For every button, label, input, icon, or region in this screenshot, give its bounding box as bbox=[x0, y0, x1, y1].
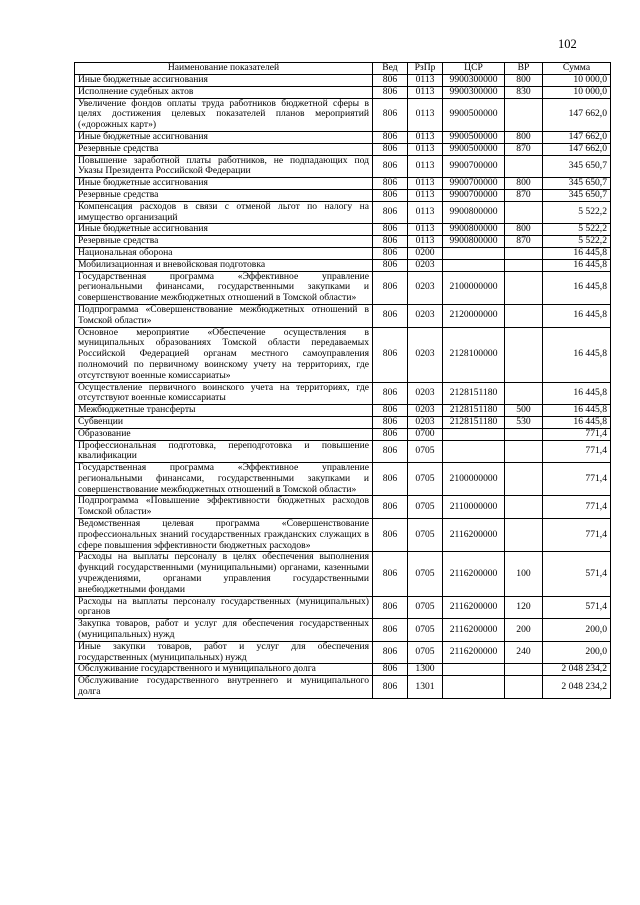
table-row bbox=[75, 98, 611, 131]
cell-rzpr: 0113 bbox=[408, 155, 443, 178]
cell-sum: 571,4 bbox=[543, 596, 611, 619]
cell-ved: 806 bbox=[373, 178, 408, 190]
cell-vr bbox=[505, 247, 543, 259]
cell-name: Осуществление первичного воинского учета на территориях, где отсутствуют военные комиссариаты bbox=[75, 382, 373, 405]
table-row bbox=[75, 619, 611, 642]
cell-vr bbox=[505, 271, 543, 304]
cell-csr: 2128151180 bbox=[443, 416, 505, 428]
cell-csr bbox=[443, 440, 505, 463]
cell-ved: 806 bbox=[373, 496, 408, 519]
cell-csr: 9900500000 bbox=[443, 131, 505, 143]
cell-sum: 5 522,2 bbox=[543, 236, 611, 248]
cell-csr: 9900800000 bbox=[443, 236, 505, 248]
cell-csr: 9900300000 bbox=[443, 75, 505, 87]
cell-csr: 2128151180 bbox=[443, 382, 505, 405]
cell-sum: 345 650,7 bbox=[543, 189, 611, 201]
cell-csr bbox=[443, 664, 505, 676]
cell-name: Ведомственная целевая программа «Совершенствование профессиональных знаний государственных гражданских служащих в сфере повышения эффективности бюджетных расходов» bbox=[75, 519, 373, 552]
cell-csr: 9900700000 bbox=[443, 155, 505, 178]
table-row bbox=[75, 676, 611, 699]
cell-name: Основное мероприятие «Обеспечение осуществления в муниципальных образованиях Томской области передаваемых Российской Федерацией органам местного самоуправления полномочий по первичному воинскому учету на территориях, где отсутствуют военные комиссариаты» bbox=[75, 327, 373, 382]
cell-sum: 16 445,8 bbox=[543, 259, 611, 271]
cell-ved: 806 bbox=[373, 75, 408, 87]
cell-name: Компенсация расходов в связи с отменой льгот по налогу на имущество организаций bbox=[75, 201, 373, 224]
cell-name: Государственная программа «Эффективное управление региональными финансами, государственными закупками и совершенствование межбюджетных отношений в Томской области» bbox=[75, 463, 373, 496]
cell-rzpr: 0113 bbox=[408, 224, 443, 236]
cell-vr bbox=[505, 664, 543, 676]
cell-rzpr: 0705 bbox=[408, 641, 443, 664]
table-row bbox=[75, 552, 611, 596]
cell-name: Резервные средства bbox=[75, 143, 373, 155]
cell-rzpr: 0113 bbox=[408, 75, 443, 87]
cell-ved: 806 bbox=[373, 259, 408, 271]
cell-sum: 147 662,0 bbox=[543, 143, 611, 155]
cell-sum: 771,4 bbox=[543, 440, 611, 463]
cell-ved: 806 bbox=[373, 247, 408, 259]
cell-sum: 5 522,2 bbox=[543, 224, 611, 236]
cell-rzpr: 0113 bbox=[408, 236, 443, 248]
cell-ved: 806 bbox=[373, 552, 408, 596]
cell-ved: 806 bbox=[373, 676, 408, 699]
cell-vr bbox=[505, 676, 543, 699]
cell-ved: 806 bbox=[373, 304, 408, 327]
cell-rzpr: 0203 bbox=[408, 304, 443, 327]
cell-name: Обслуживание государственного внутреннего и муниципального долга bbox=[75, 676, 373, 699]
cell-sum: 2 048 234,2 bbox=[543, 676, 611, 699]
cell-ved: 806 bbox=[373, 596, 408, 619]
cell-csr bbox=[443, 676, 505, 699]
cell-csr: 9900700000 bbox=[443, 189, 505, 201]
cell-ved: 806 bbox=[373, 405, 408, 417]
cell-rzpr: 0705 bbox=[408, 496, 443, 519]
cell-rzpr: 0113 bbox=[408, 201, 443, 224]
table-row bbox=[75, 75, 611, 87]
table-row bbox=[75, 131, 611, 143]
column-header-name: Наименование показателей bbox=[75, 63, 373, 75]
cell-sum: 16 445,8 bbox=[543, 382, 611, 405]
table-row bbox=[75, 236, 611, 248]
cell-rzpr: 0705 bbox=[408, 619, 443, 642]
cell-vr bbox=[505, 428, 543, 440]
cell-ved: 806 bbox=[373, 86, 408, 98]
cell-ved: 806 bbox=[373, 440, 408, 463]
cell-csr: 2116200000 bbox=[443, 552, 505, 596]
cell-csr: 9900300000 bbox=[443, 86, 505, 98]
cell-csr bbox=[443, 428, 505, 440]
table-row bbox=[75, 463, 611, 496]
cell-csr: 2110000000 bbox=[443, 496, 505, 519]
cell-vr bbox=[505, 98, 543, 131]
cell-sum: 771,4 bbox=[543, 496, 611, 519]
cell-rzpr: 0705 bbox=[408, 552, 443, 596]
cell-sum: 16 445,8 bbox=[543, 304, 611, 327]
cell-rzpr: 0113 bbox=[408, 131, 443, 143]
cell-vr: 530 bbox=[505, 416, 543, 428]
cell-name: Государственная программа «Эффективное управление региональными финансами, государственными закупками и совершенствование межбюджетных отношений в Томской области» bbox=[75, 271, 373, 304]
cell-sum: 200,0 bbox=[543, 641, 611, 664]
cell-ved: 806 bbox=[373, 382, 408, 405]
cell-sum: 771,4 bbox=[543, 428, 611, 440]
cell-sum: 16 445,8 bbox=[543, 405, 611, 417]
cell-sum: 345 650,7 bbox=[543, 178, 611, 190]
cell-sum: 16 445,8 bbox=[543, 416, 611, 428]
cell-rzpr: 0203 bbox=[408, 416, 443, 428]
cell-sum: 16 445,8 bbox=[543, 247, 611, 259]
cell-vr: 870 bbox=[505, 236, 543, 248]
cell-sum: 2 048 234,2 bbox=[543, 664, 611, 676]
cell-ved: 806 bbox=[373, 236, 408, 248]
cell-sum: 571,4 bbox=[543, 552, 611, 596]
cell-rzpr: 0113 bbox=[408, 178, 443, 190]
cell-vr bbox=[505, 259, 543, 271]
cell-rzpr: 0113 bbox=[408, 98, 443, 131]
cell-ved: 806 bbox=[373, 143, 408, 155]
cell-csr: 9900800000 bbox=[443, 224, 505, 236]
cell-csr: 2116200000 bbox=[443, 596, 505, 619]
cell-rzpr: 0705 bbox=[408, 440, 443, 463]
cell-rzpr: 1301 bbox=[408, 676, 443, 699]
cell-csr: 2116200000 bbox=[443, 641, 505, 664]
cell-ved: 806 bbox=[373, 224, 408, 236]
cell-csr bbox=[443, 259, 505, 271]
table-row bbox=[75, 189, 611, 201]
cell-vr: 240 bbox=[505, 641, 543, 664]
table-row bbox=[75, 641, 611, 664]
cell-csr bbox=[443, 247, 505, 259]
cell-csr: 2100000000 bbox=[443, 271, 505, 304]
cell-name: Обслуживание государственного и муниципального долга bbox=[75, 664, 373, 676]
table-row bbox=[75, 155, 611, 178]
cell-csr: 9900800000 bbox=[443, 201, 505, 224]
cell-rzpr: 0113 bbox=[408, 189, 443, 201]
cell-sum: 16 445,8 bbox=[543, 271, 611, 304]
cell-ved: 806 bbox=[373, 519, 408, 552]
cell-name: Субвенции bbox=[75, 416, 373, 428]
cell-vr: 500 bbox=[505, 405, 543, 417]
cell-name: Мобилизационная и вневойсковая подготовка bbox=[75, 259, 373, 271]
cell-name: Иные закупки товаров, работ и услуг для обеспечения государственных (муниципальных) нужд bbox=[75, 641, 373, 664]
table-row bbox=[75, 143, 611, 155]
table-row bbox=[75, 86, 611, 98]
cell-vr bbox=[505, 327, 543, 382]
cell-vr: 200 bbox=[505, 619, 543, 642]
cell-sum: 345 650,7 bbox=[543, 155, 611, 178]
cell-sum: 147 662,0 bbox=[543, 98, 611, 131]
column-header-sum: Сумма bbox=[543, 63, 611, 75]
cell-vr: 800 bbox=[505, 178, 543, 190]
table-row bbox=[75, 428, 611, 440]
column-header-csr: ЦСР bbox=[443, 63, 505, 75]
cell-sum: 10 000,0 bbox=[543, 86, 611, 98]
cell-rzpr: 1300 bbox=[408, 664, 443, 676]
cell-rzpr: 0203 bbox=[408, 405, 443, 417]
table-row bbox=[75, 596, 611, 619]
budget-table bbox=[74, 62, 611, 699]
table-row bbox=[75, 178, 611, 190]
table-row bbox=[75, 201, 611, 224]
cell-csr: 2128151180 bbox=[443, 405, 505, 417]
cell-vr bbox=[505, 382, 543, 405]
cell-ved: 806 bbox=[373, 416, 408, 428]
cell-vr: 100 bbox=[505, 552, 543, 596]
cell-name: Повышение заработной платы работников, не подпадающих под Указы Президента Российской Федерации bbox=[75, 155, 373, 178]
table-row bbox=[75, 382, 611, 405]
column-header-vr: ВР bbox=[505, 63, 543, 75]
cell-csr: 2120000000 bbox=[443, 304, 505, 327]
table-row bbox=[75, 327, 611, 382]
cell-csr: 9900500000 bbox=[443, 98, 505, 131]
table-body bbox=[75, 75, 611, 699]
cell-name: Расходы на выплаты персоналу государственных (муниципальных) органов bbox=[75, 596, 373, 619]
table-row bbox=[75, 519, 611, 552]
cell-csr: 2116200000 bbox=[443, 619, 505, 642]
cell-vr: 870 bbox=[505, 143, 543, 155]
table-row bbox=[75, 271, 611, 304]
cell-name: Резервные средства bbox=[75, 236, 373, 248]
cell-rzpr: 0700 bbox=[408, 428, 443, 440]
cell-csr: 9900500000 bbox=[443, 143, 505, 155]
cell-ved: 806 bbox=[373, 664, 408, 676]
cell-sum: 5 522,2 bbox=[543, 201, 611, 224]
cell-rzpr: 0200 bbox=[408, 247, 443, 259]
cell-sum: 16 445,8 bbox=[543, 327, 611, 382]
cell-vr bbox=[505, 496, 543, 519]
table-header-row bbox=[75, 63, 611, 75]
cell-sum: 771,4 bbox=[543, 463, 611, 496]
table-row bbox=[75, 440, 611, 463]
cell-vr: 800 bbox=[505, 131, 543, 143]
cell-ved: 806 bbox=[373, 327, 408, 382]
table-row bbox=[75, 664, 611, 676]
cell-csr: 2128100000 bbox=[443, 327, 505, 382]
cell-rzpr: 0203 bbox=[408, 382, 443, 405]
cell-name: Иные бюджетные ассигнования bbox=[75, 75, 373, 87]
cell-sum: 10 000,0 bbox=[543, 75, 611, 87]
cell-ved: 806 bbox=[373, 463, 408, 496]
cell-vr bbox=[505, 519, 543, 552]
cell-vr: 800 bbox=[505, 224, 543, 236]
cell-vr bbox=[505, 155, 543, 178]
cell-rzpr: 0203 bbox=[408, 327, 443, 382]
cell-rzpr: 0705 bbox=[408, 463, 443, 496]
cell-vr bbox=[505, 201, 543, 224]
cell-rzpr: 0113 bbox=[408, 143, 443, 155]
cell-ved: 806 bbox=[373, 189, 408, 201]
table-row bbox=[75, 405, 611, 417]
cell-name: Иные бюджетные ассигнования bbox=[75, 224, 373, 236]
cell-name: Резервные средства bbox=[75, 189, 373, 201]
cell-csr: 9900700000 bbox=[443, 178, 505, 190]
cell-name: Иные бюджетные ассигнования bbox=[75, 178, 373, 190]
cell-name: Закупка товаров, работ и услуг для обеспечения государственных (муниципальных) нужд bbox=[75, 619, 373, 642]
table-row bbox=[75, 304, 611, 327]
cell-ved: 806 bbox=[373, 619, 408, 642]
page-number: 102 bbox=[558, 37, 577, 51]
column-header-rzpr: РзПр bbox=[408, 63, 443, 75]
cell-rzpr: 0705 bbox=[408, 596, 443, 619]
cell-ved: 806 bbox=[373, 641, 408, 664]
table-row bbox=[75, 224, 611, 236]
table-row bbox=[75, 496, 611, 519]
cell-vr bbox=[505, 304, 543, 327]
cell-vr: 830 bbox=[505, 86, 543, 98]
cell-rzpr: 0203 bbox=[408, 271, 443, 304]
cell-name: Расходы на выплаты персоналу в целях обеспечения выполнения функций государственными (муниципальными) органами, казенными учреждениями, органами управления государственными внебюджетными фондами bbox=[75, 552, 373, 596]
cell-vr bbox=[505, 440, 543, 463]
cell-ved: 806 bbox=[373, 98, 408, 131]
cell-ved: 806 bbox=[373, 155, 408, 178]
cell-name: Исполнение судебных актов bbox=[75, 86, 373, 98]
table-row bbox=[75, 259, 611, 271]
cell-csr: 2116200000 bbox=[443, 519, 505, 552]
cell-ved: 806 bbox=[373, 428, 408, 440]
cell-ved: 806 bbox=[373, 131, 408, 143]
cell-sum: 771,4 bbox=[543, 519, 611, 552]
cell-ved: 806 bbox=[373, 201, 408, 224]
cell-name: Межбюджетные трансферты bbox=[75, 405, 373, 417]
cell-name: Подпрограмма «Совершенствование межбюджетных отношений в Томской области» bbox=[75, 304, 373, 327]
cell-vr: 800 bbox=[505, 75, 543, 87]
cell-name: Иные бюджетные ассигнования bbox=[75, 131, 373, 143]
cell-vr: 120 bbox=[505, 596, 543, 619]
cell-ved: 806 bbox=[373, 271, 408, 304]
table-row bbox=[75, 247, 611, 259]
cell-rzpr: 0705 bbox=[408, 519, 443, 552]
cell-sum: 200,0 bbox=[543, 619, 611, 642]
cell-name: Образование bbox=[75, 428, 373, 440]
cell-name: Подпрограмма «Повышение эффективности бюджетных расходов Томской области» bbox=[75, 496, 373, 519]
cell-rzpr: 0203 bbox=[408, 259, 443, 271]
cell-name: Национальная оборона bbox=[75, 247, 373, 259]
cell-name: Увеличение фондов оплаты труда работников бюджетной сферы в целях достижения целевых показателей планов мероприятий («дорожных карт») bbox=[75, 98, 373, 131]
cell-csr: 2100000000 bbox=[443, 463, 505, 496]
cell-vr bbox=[505, 463, 543, 496]
cell-sum: 147 662,0 bbox=[543, 131, 611, 143]
table-row bbox=[75, 416, 611, 428]
cell-vr: 870 bbox=[505, 189, 543, 201]
cell-rzpr: 0113 bbox=[408, 86, 443, 98]
column-header-ved: Вед bbox=[373, 63, 408, 75]
cell-name: Профессиональная подготовка, переподготовка и повышение квалификации bbox=[75, 440, 373, 463]
